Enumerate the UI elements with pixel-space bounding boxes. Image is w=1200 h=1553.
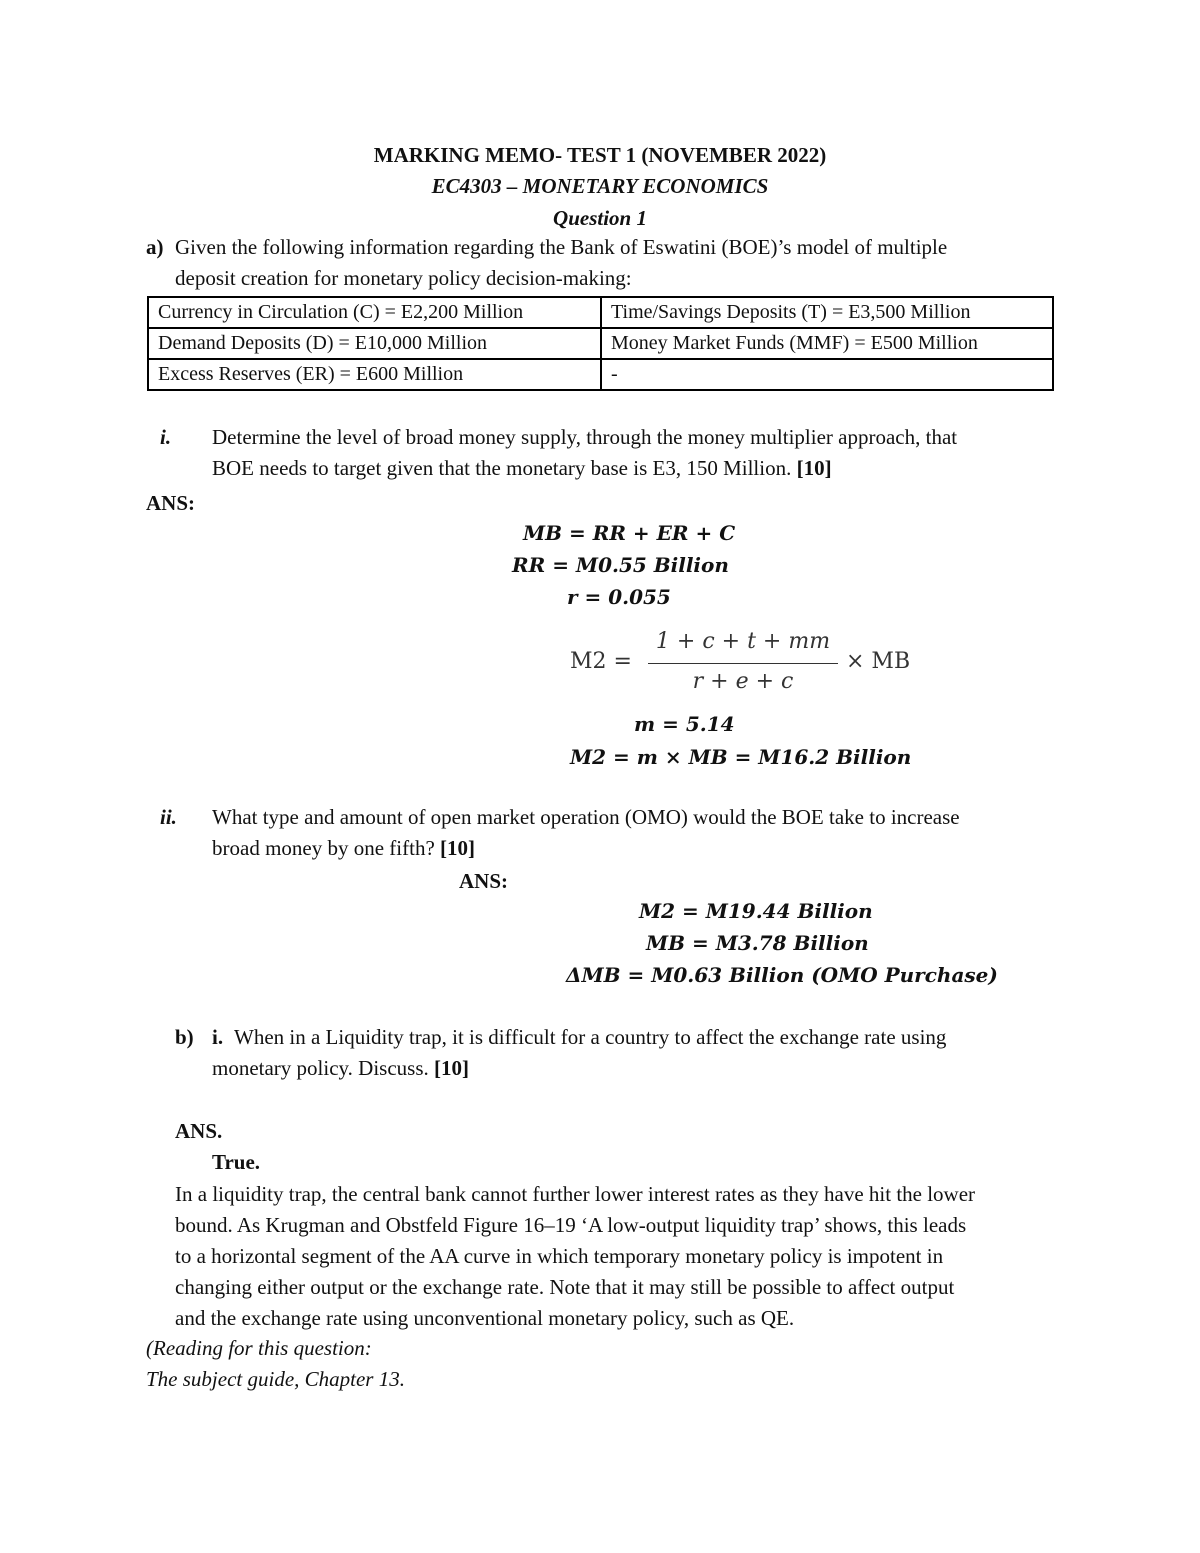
- part-b-marks: [10]: [434, 1056, 470, 1080]
- m2-formula-rhs: × MB: [846, 649, 911, 674]
- question-heading: Question 1: [553, 206, 647, 230]
- table-cell: -: [601, 359, 1053, 390]
- question-ii-line2: [212, 833, 1059, 864]
- deposit-data-table: [147, 296, 1054, 391]
- question-ii-line1: What type and amount of open market operation (OMO) would the BOE take to increase: [212, 805, 960, 829]
- question-i-text: [212, 422, 1059, 484]
- equation-delta-mb: ΔMB = M0.63 Billion (OMO Purchase): [566, 963, 998, 987]
- answer-line: changing either output or the exchange rate. Note that it may still be possible to affect output: [175, 1275, 955, 1299]
- part-b-question: [234, 1022, 1059, 1053]
- question-ii-line2-text: broad money by one fifth?: [212, 836, 435, 860]
- question-i-line2-text: BOE needs to target given that the monetary base is E3, 150 Million.: [212, 456, 792, 480]
- reading-note-line1: (Reading for this question:: [146, 1336, 372, 1360]
- table-row: [148, 297, 1053, 328]
- question-ii-label: ii.: [160, 805, 177, 829]
- equation-m: m = 5.14: [634, 712, 735, 736]
- part-b-line1: When in a Liquidity trap, it is difficult for a country to affect the exchange rate using: [234, 1025, 947, 1049]
- equation-r: r = 0.055: [567, 585, 671, 609]
- table-row: [148, 359, 1053, 390]
- reading-note-line2: The subject guide, Chapter 13.: [146, 1367, 405, 1391]
- question-i-line2: [212, 453, 1059, 484]
- answer-line: to a horizontal segment of the AA curve in which temporary monetary policy is impotent in: [175, 1244, 944, 1268]
- m2-formula-numerator: 1 + c + t + mm: [655, 629, 831, 654]
- answer-line: and the exchange rate using unconventional monetary policy, such as QE.: [175, 1306, 795, 1330]
- part-a-label: a): [146, 235, 164, 259]
- equation-m2: M2 = m × MB = M16.2 Billion: [570, 745, 912, 769]
- question-i-ans-label: ANS:: [146, 491, 196, 515]
- question-ii-marks: [10]: [440, 836, 476, 860]
- memo-title: MARKING MEMO- TEST 1 (NOVEMBER 2022): [373, 143, 827, 167]
- part-a-intro-line2: deposit creation for monetary policy decision-making:: [175, 266, 632, 290]
- part-a-intro: [175, 232, 1059, 294]
- question-ii-ans-label: ANS:: [459, 869, 509, 893]
- equation-new-m2: M2 = M19.44 Billion: [639, 899, 873, 923]
- answer-line: bound. As Krugman and Obstfeld Figure 16–19 ‘A low-output liquidity trap’ shows, this leads: [175, 1213, 967, 1237]
- part-a-intro-line1: Given the following information regarding the Bank of Eswatini (BOE)’s model of multiple: [175, 235, 948, 259]
- table-cell: Excess Reserves (ER) = E600 Million: [148, 359, 601, 390]
- fraction-bar: [648, 663, 838, 664]
- question-i-label: i.: [160, 425, 172, 449]
- part-b-sub-label: i.: [212, 1025, 224, 1049]
- part-b-line2: [212, 1053, 469, 1084]
- table-cell: Money Market Funds (MMF) = E500 Million: [601, 328, 1053, 359]
- table-cell: Demand Deposits (D) = E10,000 Million: [148, 328, 601, 359]
- table-cell: Time/Savings Deposits (T) = E3,500 Million: [601, 297, 1053, 328]
- table-row: [148, 328, 1053, 359]
- question-ii-text: [212, 802, 1059, 864]
- part-b-ans-label: ANS.: [175, 1119, 223, 1143]
- table-cell: Currency in Circulation (C) = E2,200 Million: [148, 297, 601, 328]
- question-i-line1: Determine the level of broad money supply, through the money multiplier approach, that: [212, 425, 958, 449]
- part-b-answer-body: [175, 1179, 1059, 1334]
- part-b-verdict: True.: [212, 1150, 261, 1174]
- course-title: EC4303 – MONETARY ECONOMICS: [431, 174, 769, 198]
- part-b-label: b): [175, 1025, 194, 1049]
- equation-new-mb: MB = M3.78 Billion: [646, 931, 869, 955]
- part-b-line2-text: monetary policy. Discuss.: [212, 1056, 429, 1080]
- equation-mb: MB = RR + ER + C: [523, 521, 736, 545]
- m2-formula-lhs: M2 =: [570, 649, 632, 674]
- answer-line: In a liquidity trap, the central bank cannot further lower interest rates as they have hit the lower: [175, 1182, 976, 1206]
- question-i-marks: [10]: [796, 456, 832, 480]
- m2-formula-denominator: r + e + c: [692, 669, 794, 694]
- equation-rr: RR = M0.55 Billion: [512, 553, 729, 577]
